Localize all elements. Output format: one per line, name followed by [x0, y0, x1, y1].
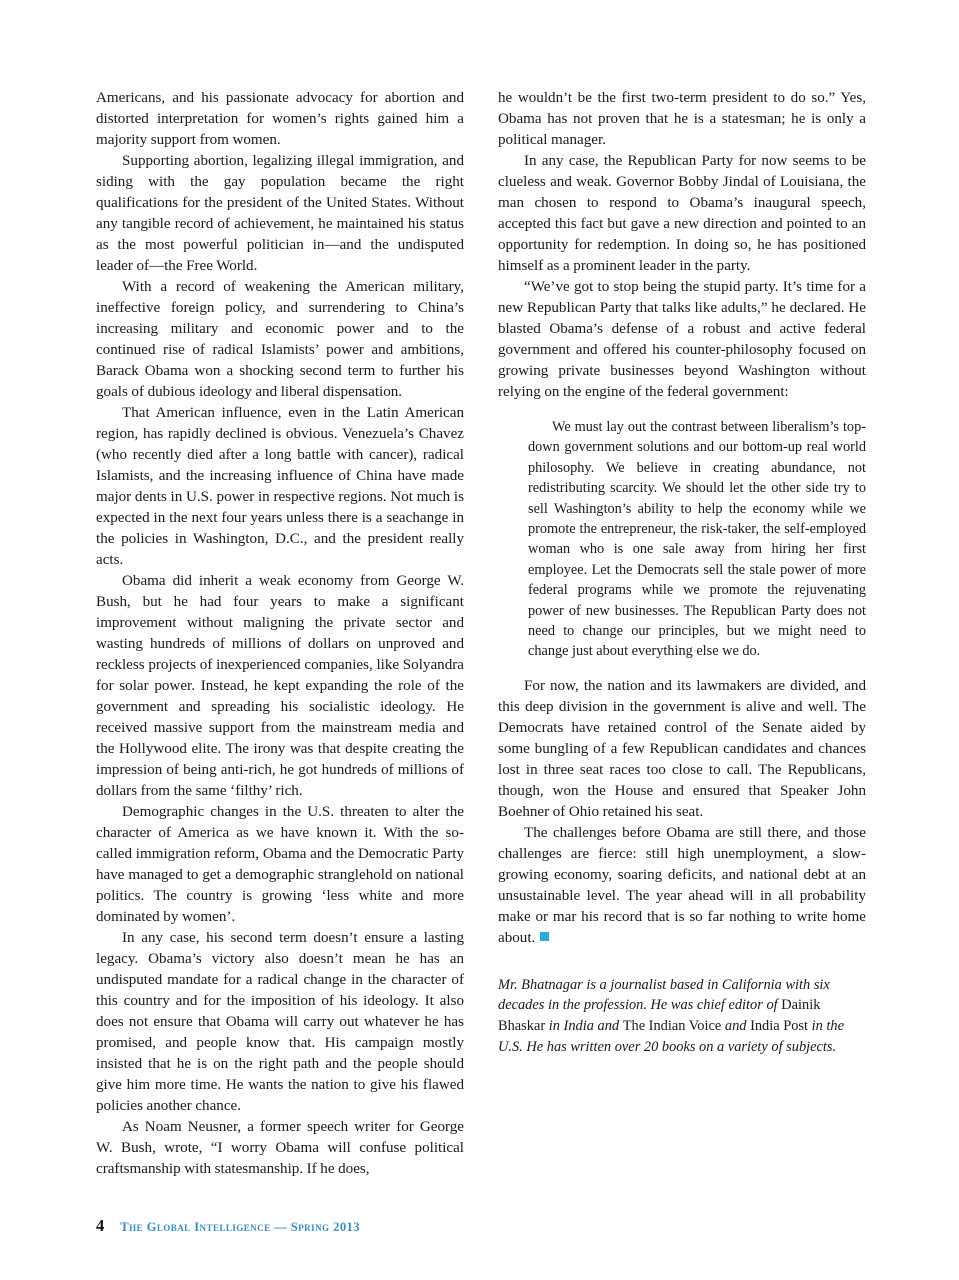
bio-text-part-3: and: [721, 1018, 751, 1035]
paragraph: In any case, his second term doesn’t ensure a lasting legacy. Obama’s victory also doesn’t mean he has an undisputed mandate for a radical change in the character of this country and for the imposition of his ideology. It also does not ensure that Obama will carry out whatever he has promised, and people know that. His campaign mostly insisted that he is on the right path and the people should give him more time. He wants the nation to give his flawed policies another chance.: [96, 930, 464, 1114]
journal-issue-line: The Global Intelligence — Spring 2013: [120, 1220, 361, 1234]
paragraph: Americans, and his passionate advocacy for abortion and distorted interpretation for women’s rights gained him a majority support from women.: [96, 90, 464, 148]
bio-text-part-2: in India and: [545, 1018, 623, 1035]
publication-name-the-indian-voice: The Indian Voice: [622, 1018, 722, 1035]
paragraph: Obama did inherit a weak economy from George W. Bush, but he had four years to make a significant improvement without maligning the private sector and wasting hundreds of millions of dollars on unproved and reckless projects of inexperienced companies, like Solyandra for solar power. Instead, he kept expanding the role of the government and spreading his socialistic ideology. He received massive support from the mainstream media and the Hollywood elite. The irony was that despite creating the impression of being anti-rich, he got hundreds of millions of dollars from the same ‘filthy’ rich.: [96, 573, 464, 799]
page-number: 4: [96, 1216, 105, 1235]
paragraph: That American influence, even in the Latin American region, has rapidly declined is obvious. Venezuela’s Chavez (who recently died after a long battle with cancer), radical Islamists, and the increasing influence of China have made major dents in U.S. power in respective regions. Not much is expected in the next four years unless there is a seachange in the policies in Washington, D.C., and the president really acts.: [96, 405, 464, 568]
left-text-column: [96, 88, 464, 1178]
page-footer: [96, 1216, 866, 1236]
bio-text-part-4: in the U.S. He has written over 20 books on a variety of subjects.: [498, 1018, 845, 1055]
paragraph: In any case, the Republican Party for now seems to be clueless and weak. Governor Bobby Jindal of Louisiana, the man chosen to respond to Obama’s inaugural speech, accepted this fact but gave a new direction and pointed to an opportunity for redemption. In doing so, he has positioned himself as a prominent leader in the party.: [498, 153, 866, 274]
paragraph: Supporting abortion, legalizing illegal immigration, and siding with the gay population became the right qualifications for the president of the United States. Without any tangible record of achievement, he maintained his status as the most powerful politician in—and the undisputed leader of—the Free World.: [96, 153, 464, 274]
paragraph: With a record of weakening the American military, ineffective foreign policy, and surrendering to China’s increasing military and economic power and to the continued rise of radical Islamists’ power and ambitions, Barack Obama won a shocking second term to further his goals of dubious ideology and liberal dispensation.: [96, 279, 464, 400]
paragraph: he wouldn’t be the first two-term president to do so.” Yes, Obama has not proven that he is a statesman; he is only a political manager.: [498, 90, 866, 148]
paragraph: Demographic changes in the U.S. threaten to alter the character of America as we have known it. With the so-called immigration reform, Obama and the Democratic Party have managed to get a demographic stranglehold on national politics. The country is growing ‘less white and more dominated by women’.: [96, 804, 464, 925]
final-paragraph-text: The challenges before Obama are still there, and those challenges are fierce: still high unemployment, a slow-growing economy, soaring deficits, and national debt at an unsustainable level. The year ahead will in all probability make or mar his record that is so far nothing to write home about.: [498, 824, 866, 946]
paragraph: “We’ve got to stop being the stupid party. It’s time for a new Republican Party that talks like adults,” he declared. He blasted Obama’s defense of a robust and active federal government and offered his counter-philosophy focused on growing private businesses beyond Washington without relying on the engine of the federal government:: [498, 279, 866, 400]
publication-name-india-post: India Post: [750, 1018, 809, 1035]
bio-text-part-1: Mr. Bhatnagar is a journalist based in California with six decades in the profession. He was chief editor of: [498, 976, 830, 1014]
right-text-column: [498, 88, 866, 1178]
final-paragraph: [498, 823, 866, 949]
paragraph: For now, the nation and its lawmakers are divided, and this deep division in the government is alive and well. The Democrats have retained control of the Senate aided by some bungling of a few Republican candidates and chances lost in three seat races too close to call. The Republicans, though, won the House and ensured that Speaker John Boehner of Ohio retained his seat.: [498, 677, 866, 820]
blockquote: We must lay out the contrast between liberalism’s top-down government solutions and our bottom-up real world philosophy. We believe in creating abundance, not redistributing scarcity. We should let the other side try to sell Washington’s ability to help the economy while we promote the entrepreneur, the risk-taker, the self-employed woman who is one sale away from hiring her first employee. Let the Democrats sell the stale power of more federal programs while we promote the rejuvenating power of new businesses. The Republican Party does not need to change our principles, but we might need to change just about everything else we do.: [528, 419, 866, 660]
publication-name-dainik-bhaskar: Dainik Bhaskar: [498, 997, 821, 1035]
paragraph: As Noam Neusner, a former speech writer for George W. Bush, wrote, “I worry Obama will confuse political craftsmanship with statesmanship. If he does,: [96, 1119, 464, 1177]
two-column-text-body: [96, 88, 866, 1178]
end-of-article-square-icon: [540, 932, 549, 941]
author-bio: [498, 975, 866, 1057]
